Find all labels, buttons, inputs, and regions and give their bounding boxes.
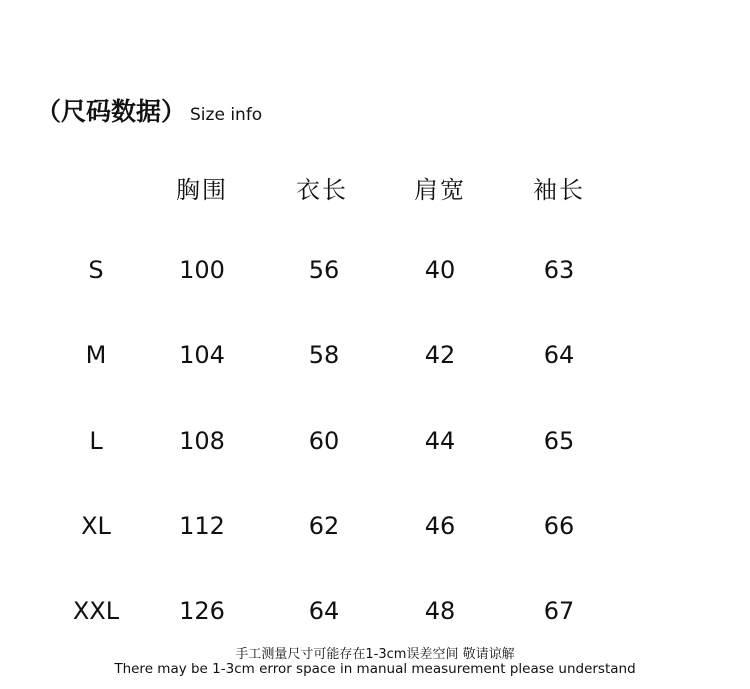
chest-value: 108: [179, 427, 225, 455]
sleeve-value: 66: [543, 512, 575, 540]
header-chest: 胸围: [176, 176, 228, 204]
shoulder-value: 46: [424, 512, 456, 540]
disclaimer-chinese: 手工测量尺寸可能存在1-3cm误差空间 敬请谅解: [235, 647, 515, 662]
shoulder-value: 42: [424, 341, 456, 369]
sleeve-value: 65: [543, 427, 575, 455]
shoulder-value: 40: [424, 256, 456, 284]
length-value: 58: [308, 341, 340, 369]
size-label: XXL: [72, 597, 120, 625]
sleeve-value: 64: [543, 341, 575, 369]
length-value: 56: [308, 256, 340, 284]
disclaimer-english: There may be 1-3cm error space in manual measurement please understand: [114, 661, 636, 677]
title-chinese: （尺码数据）: [36, 97, 187, 126]
shoulder-value: 48: [424, 597, 456, 625]
header-length: 衣长: [296, 176, 348, 204]
chest-value: 104: [179, 341, 225, 369]
shoulder-value: 44: [424, 427, 456, 455]
length-value: 60: [308, 427, 340, 455]
size-label: XL: [81, 512, 111, 540]
header-sleeve: 袖长: [533, 176, 585, 204]
chest-value: 112: [179, 512, 225, 540]
length-value: 64: [308, 597, 340, 625]
size-label: M: [85, 341, 107, 369]
length-value: 62: [308, 512, 340, 540]
size-label: S: [88, 256, 104, 284]
header-shoulder: 肩宽: [414, 176, 466, 204]
title-english: Size info: [190, 105, 263, 125]
chest-value: 126: [179, 597, 225, 625]
size-label: L: [89, 427, 103, 455]
sleeve-value: 63: [543, 256, 575, 284]
chest-value: 100: [179, 256, 225, 284]
sleeve-value: 67: [543, 597, 575, 625]
size-info-title: [36, 92, 262, 128]
